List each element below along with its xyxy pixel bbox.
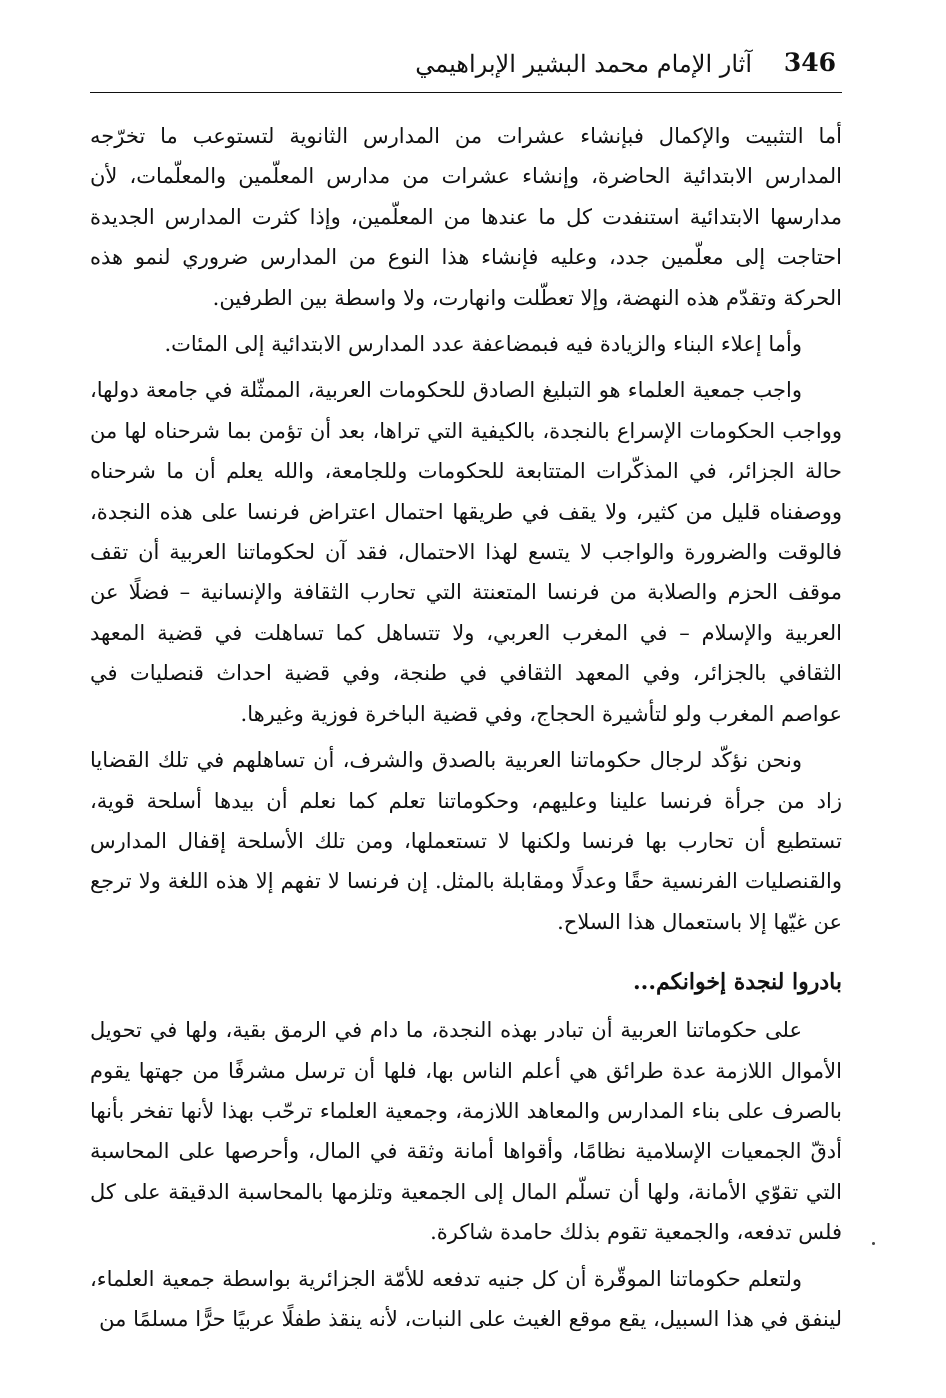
paragraph-governments-weapons: ونحن نؤكّد لرجال حكوماتنا العربية بالصدق والشرف، أن تساهلهم في تلك القضايا زاد من جرأة فرنسا علينا وعليهم، وحكوماتنا تعلم كما نعلم أن بيدها أسلحة قوية، تستطيع أن تحارب بها فرنسا ولكنها لا تستعملها، ومن تلك الأسلحة إقفال المدارس والقنصليات الفرنسية حقًا وعدلًا ومقابلة بالمثل. إن فرنسا لا تفهم إلا هذه اللغة ولا ترجع عن غيّها إلا باستعمال هذا السلاح. — [90, 748, 842, 934]
paragraph-funding-methods: على حكوماتنا العربية أن تبادر بهذه النجدة، ما دام في الرمق بقية، ولها في تحويل الأموال اللازمة عدة طرائق هي أعلم الناس بها، فلها أن ترسل مشرفًا من جهتها يقوم بالصرف على بناء المدارس والمعاهد اللازمة، وجمعية العلماء ترحّب بهذا لأنها تفخر بأنها أدقّ الجمعيات الإسلامية نظامًا، وأقواها أمانة وثقة في المال، وأحرصها على المحاسبة التي تقوّي الأمانة، ولها أن تسلّم المال إلى الجمعية وتلزمها بالمحاسبة الدقيقة على كل فلس تدفعه، والجمعية تقوم بذلك حامدة شاكرة. — [90, 1018, 842, 1245]
page-body — [90, 116, 842, 1345]
scan-speck — [872, 1242, 875, 1245]
page-header — [90, 40, 842, 92]
section-heading: بادروا لنجدة إخوانكم... — [633, 969, 842, 996]
paragraph-expansion: وأما إعلاء البناء والزيادة فيه فبمضاعفة عدد المدارس الابتدائية إلى المئات. — [164, 332, 802, 357]
running-head-title: آثار الإمام محمد البشير الإبراهيمي — [415, 50, 752, 78]
header-rule — [90, 92, 842, 93]
page-number: 346 — [783, 48, 836, 77]
paragraph-every-pound: ولتعلم حكوماتنا الموقّرة أن كل جنيه تدفعه للأمّة الجزائرية بواسطة جمعية العلماء، لينفق في هذا السبيل، يقع موقع الغيث على النبات، لأنه ينقذ طفلًا عربيًا حرًّا مسلمًا من — [90, 1266, 842, 1331]
paragraph-association-duty: واجب جمعية العلماء هو التبليغ الصادق للحكومات العربية، الممثّلة في جامعة دولها، وواجب الحكومات الإسراع بالنجدة، بالكيفية التي تراها، بعد أن تؤمن بما شرحناه لها من حالة الجزائر، في المذكّرات المتتابعة للحكومات وللجامعة، والله يعلم أن ما شرحناه ووصفناه قليل من كثير، ولا يقف في طريقها احتمال اعتراض فرنسا على هذه النجدة، فالوقت والضرورة والواجب لا يتسع لهذا الاحتمال، فقد آن لحكوماتنا العربية أن تقف موقف الحزم والصلابة من فرنسا المتعنتة التي تحارب الثقافة والإنسانية – فضلًا عن العربية والإسلام – في المغرب العربي، ولا تتساهل كما تساهلت في قضية المعهد الثقافي بالجزائر، وفي المعهد الثقافي في طنجة، وفي قضية احداث قنصليات في عواصم المغرب ولو لتأشيرة الحجاج، وفي قضية الباخرة فوزية وغيرها. — [90, 378, 842, 726]
paragraph-consolidation: أما التثبيت والإكمال فبإنشاء عشرات من المدارس الثانوية لتستوعب ما تخرّجه المدارس الابتدائية الحاضرة، وإنشاء عشرات من مدارس المعلّمين والمعلّمات، لأن مدارسها الابتدائية استنفدت كل ما عندها من المعلّمين، وإذا كثرت المدارس الجديدة احتاجت إلى معلّمين جدد، وعليه فإنشاء هذا النوع من المدارس ضروري لنمو هذه الحركة وتقدّم هذه النهضة، وإلا تعطّلت وانهارت، ولا واسطة بين الطرفين. — [90, 124, 842, 310]
